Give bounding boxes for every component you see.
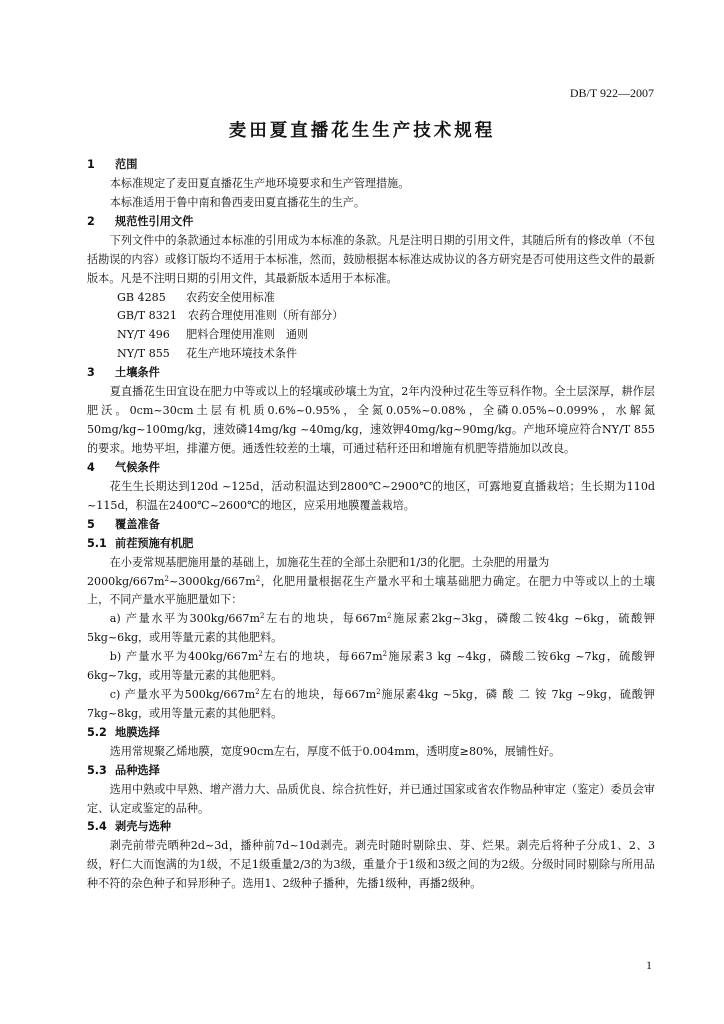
subsection-5-3-heading [87, 762, 655, 781]
section-title: 范围 [115, 158, 138, 171]
section-number: 1 [87, 158, 95, 171]
paragraph: 下列文件中的条款通过本标准的引用成为本标准的条款。凡是注明日期的引用文件，其随后所有的修改单（不包括勘误的内容）或修订版均不适用于本标准，然而，鼓励根据本标准达成协议的各方研究是否可使用这些文件的最新版本。凡是不注明日期的引用文件，其最新版本适用于本标准。 [87, 233, 655, 285]
paragraph: 选用中熟或中早熟、增产潜力大、品质优良、综合抗性好，并已通过国家或省农作物品种审定（鉴定）委员会审定、认定或鉴定的品种。 [87, 782, 655, 815]
reference-item [87, 326, 655, 345]
text-run: 左右的地块，每667m [259, 687, 377, 701]
reference-item [87, 307, 655, 326]
paragraph: 本标准规定了麦田夏直播花生产地环境要求和生产管理措施。 [109, 177, 410, 190]
document-title: 麦田夏直播花生生产技术规程 [228, 121, 496, 141]
text-run: 施尿素2kg~3kg，磷酸二铵4kg ~6kg，硫酸钾5kg~6kg，或用等量元素的其他肥料。 [87, 612, 655, 645]
text-run: ~3000kg/667m [168, 574, 256, 588]
text-run: 施尿素4kg ~5kg，磷 酸 二 铵 7kg ~9kg，硫酸钾7kg~8kg，或用等量元素的其他肥料。 [87, 687, 655, 720]
list-item-a [87, 610, 655, 648]
reference-item [87, 289, 655, 308]
subsection-title: 地膜选择 [115, 725, 160, 739]
reference-name: 农药合理使用准则（所有部分） [188, 309, 344, 323]
subsection-number: 5.2 [87, 725, 107, 739]
paragraph: 花生生长期达到120d ~125d，活动积温达到2800℃~2900℃的地区，可露地夏直播栽培；生长期为110d ~115d，积温在2400℃~2600℃的地区，应采用地膜覆盖栽培。 [87, 479, 655, 512]
superscript: 2 [255, 574, 261, 583]
superscript: 2 [164, 574, 169, 583]
superscript: 2 [376, 687, 381, 696]
page-number: 1 [646, 958, 652, 972]
text-run: a) 产量水平为300kg/667m [109, 612, 261, 626]
subsection-5-2-heading [87, 724, 655, 743]
paragraph-continued [87, 573, 655, 611]
section-1-heading [87, 156, 655, 175]
paragraph: 本标准适用于鲁中南和鲁西麦田夏直播花生的生产。 [109, 195, 365, 209]
text-run: ，化肥用量根据花生产量水平和土壤基础肥力确定。在肥力中等或以上的土壤上，不同产量水平施肥量如下： [87, 574, 655, 607]
section-number: 5 [87, 517, 95, 531]
text-run: 施尿素3 kg ~4kg，磷酸二铵6kg ~7kg，硫酸钾6kg~7kg，或用等量元素的其他肥料。 [87, 650, 655, 683]
reference-name: 肥料合理使用准则 通则 [186, 328, 309, 342]
superscript: 2 [260, 612, 265, 621]
section-3-heading [87, 364, 655, 383]
section-title: 土壤条件 [115, 366, 160, 380]
section-number: 2 [87, 214, 95, 228]
standard-code: DB/T 922—2007 [569, 86, 654, 100]
text-run: 左右的地块，每667m [262, 650, 383, 664]
superscript: 2 [258, 650, 263, 659]
list-item-b [87, 648, 655, 686]
subsection-number: 5.1 [87, 536, 107, 550]
reference-code: NY/T 496 [117, 328, 170, 342]
subsection-title: 品种选择 [115, 763, 160, 777]
section-5-heading [87, 516, 655, 535]
reference-name: 农药安全使用标准 [186, 290, 275, 304]
superscript: 2 [382, 650, 388, 659]
section-2-heading [87, 213, 655, 232]
reference-code: NY/T 855 [117, 347, 170, 361]
paragraph: 在小麦常规基肥施用量的基础上，加施花生茬的全部土杂肥和1/3的化肥。土杂肥的用量为 [109, 555, 550, 569]
section-number: 4 [87, 460, 95, 474]
paragraph: 选用常规聚乙烯地膜，宽度90cm左右，厚度不低于0.004mm，透明度≥80%，展铺性好。 [109, 744, 561, 758]
reference-name: 花生产地环境技术条件 [186, 347, 298, 361]
text-run: 左右的地块，每667m [264, 612, 388, 626]
text-run: 2000kg/667m [87, 574, 165, 588]
subsection-5-1-heading [87, 535, 655, 554]
text-run: c) 产量水平为500kg/667m [109, 687, 256, 701]
section-title: 规范性引用文件 [115, 214, 194, 228]
section-title: 气候条件 [115, 460, 160, 474]
reference-code: GB 4285 [117, 290, 166, 304]
subsection-title: 前茬预施有机肥 [115, 536, 194, 550]
subsection-number: 5.3 [87, 763, 107, 777]
section-title: 覆盖准备 [115, 517, 160, 531]
subsection-title: 剥壳与选种 [115, 820, 171, 834]
section-4-heading [87, 459, 655, 478]
section-number: 3 [87, 366, 95, 380]
superscript: 2 [255, 687, 260, 696]
document-body [87, 156, 655, 894]
paragraph: 夏直播花生田宜设在肥力中等或以上的轻壤或砂壤土为宜，2年内没种过花生等豆科作物。全土层深厚，耕作层肥沃。0cm~30cm土层有机质0.6%~0.95%，全氮0.05%~0.08%，全磷0.05%~0.099%，水解氮50mg/kg~100mg/kg，速效磷14mg/kg ~40mg/kg，速效钾40mg/kg~90mg/kg。产地环境应符合NY/T 855的要求。地势平坦，排灌方便。通透性较差的土壤，可通过秸秆还田和增施有机肥等措施加以改良。 [87, 385, 655, 455]
superscript: 2 [387, 612, 392, 621]
paragraph: 剥壳前带壳晒种2d~3d，播种前7d~10d剥壳。剥壳时随时剔除虫、芽、烂果。剥壳后将种子分成1、2、3级，籽仁大而饱满的为1级，不足1级重量2/3的为3级，重量介于1级和3级之间的为2级。分级时同时剔除与所用品种不符的杂色种子和异形种子。选用1、2级种子播种，先播1级种，再播2级种。 [87, 839, 655, 891]
reference-code: GB/T 8321 [117, 309, 177, 323]
subsection-number: 5.4 [87, 820, 107, 834]
reference-item [87, 345, 655, 364]
list-item-c [87, 686, 655, 724]
text-run: b) 产量水平为400kg/667m [109, 650, 259, 664]
subsection-5-4-heading [87, 818, 655, 837]
